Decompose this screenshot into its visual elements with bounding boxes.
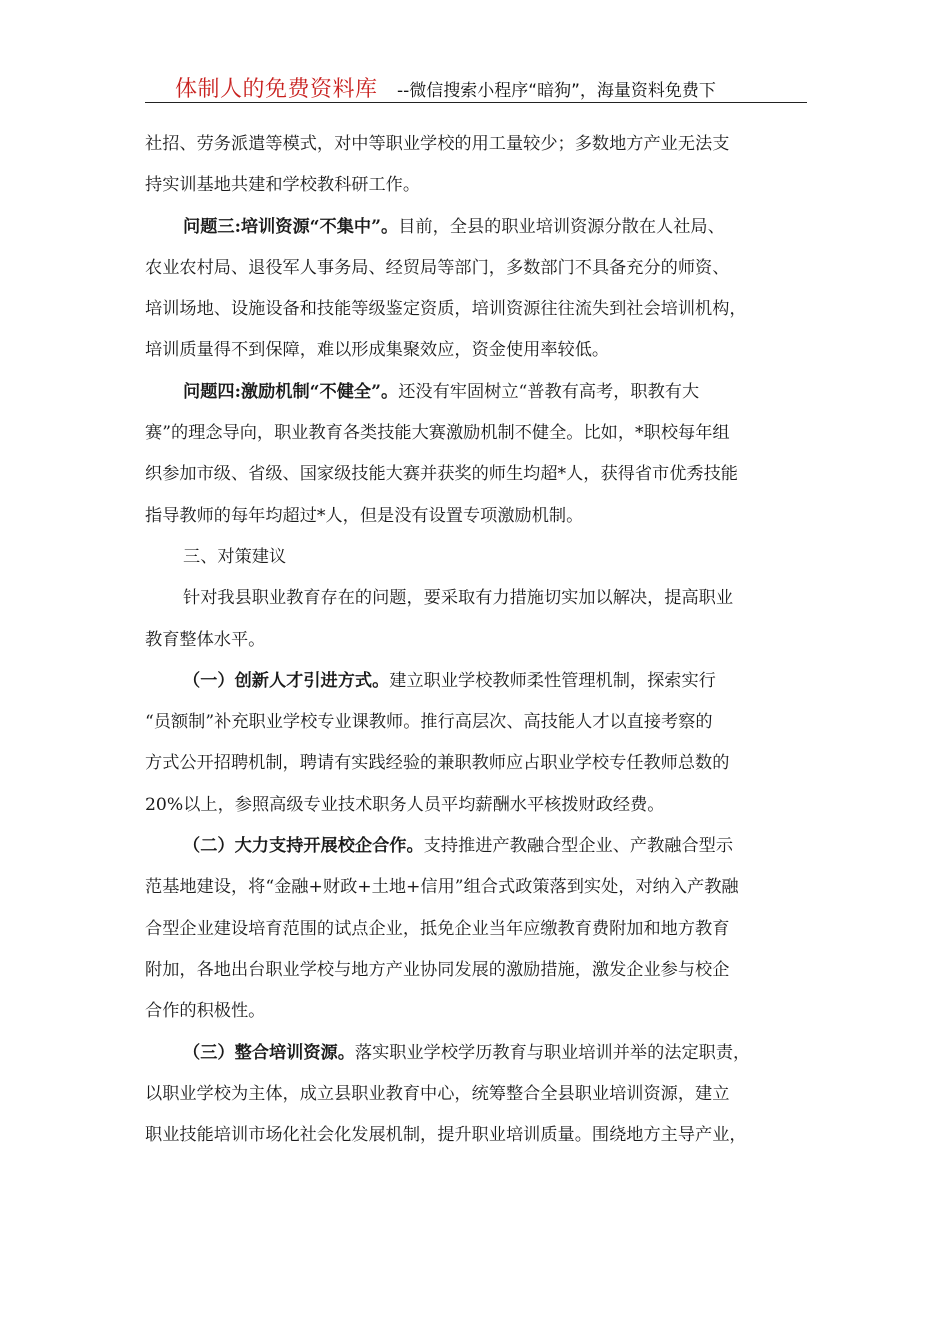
- paragraph-lead: 问题四:激励机制“不健全”。: [183, 381, 399, 402]
- paragraph-line: 合型企业建设培育范围的试点企业，抵免企业当年应缴教育费附加和地方教育: [145, 918, 730, 939]
- paragraph-line: [145, 372, 811, 413]
- paragraph-text: 落实职业学校学历教育与职业培训并举的法定职责，: [354, 1042, 751, 1063]
- paragraph-text: 目前，全县的职业培训资源分散在人社局、: [398, 216, 725, 237]
- paragraph-line: 针对我县职业教育存在的问题，要采取有力措施切实加以解决，提高职业: [183, 588, 734, 609]
- paragraph-line: 赛”的理念导向，职业教育各类技能大赛激励机制不健全。比如，*职校每年组: [145, 423, 730, 444]
- paragraph-line: 教育整体水平。: [145, 629, 266, 650]
- header-tagline: --微信搜索小程序“暗狗”，海量资料免费下: [397, 81, 716, 101]
- paragraph-text: 支持推进产教融合型企业、产教融合型示: [423, 836, 734, 857]
- paragraph-line: 20%以上，参照高级专业技术职务人员平均薪酬水平核拨财政经费。: [145, 794, 665, 815]
- paragraph-line: 社招、劳务派遣等模式，对中等职业学校的用工量较少；多数地方产业无法支: [145, 134, 730, 154]
- section-heading: 三、对策建议: [183, 546, 287, 567]
- paragraph-lead: （一）创新人才引进方式。: [183, 670, 390, 691]
- paragraph-line: [145, 826, 811, 867]
- document-body: [145, 124, 811, 1156]
- paragraph-line: 培训场地、设施设备和技能等级鉴定资质，培训资源往往流失到社会培训机构，: [145, 299, 747, 320]
- page-header: [145, 70, 807, 103]
- paragraph-line: 农业农村局、退役军人事务局、经贸局等部门，多数部门不具备充分的师资、: [145, 257, 730, 278]
- paragraph-text: 建立职业学校教师柔性管理机制，探索实行: [389, 670, 716, 691]
- paragraph-lead: 问题三:培训资源“不集中”。: [183, 216, 399, 237]
- paragraph-line: 范基地建设，将“金融+财政+土地+信用”组合式政策落到实处，对纳入产教融: [145, 877, 739, 898]
- paragraph-line: [145, 1033, 811, 1074]
- paragraph-lead: （二）大力支持开展校企合作。: [183, 836, 424, 857]
- paragraph-line: 培训质量得不到保障，难以形成集聚效应，资金使用率较低。: [145, 340, 610, 361]
- paragraph-line: “员额制”补充职业学校专业课教师。推行高层次、高技能人才以直接考察的: [145, 712, 713, 733]
- paragraph-line: 指导教师的每年均超过*人，但是没有设置专项激励机制。: [145, 505, 584, 526]
- paragraph-line: 附加，各地出台职业学校与地方产业协同发展的激励措施，激发企业参与校企: [145, 959, 730, 980]
- paragraph-line: 以职业学校为主体，成立县职业教育中心，统筹整合全县职业培训资源，建立: [145, 1083, 730, 1104]
- paragraph-line: 织参加市级、省级、国家级技能大赛并获奖的师生均超*人，获得省市优秀技能: [145, 464, 738, 485]
- paragraph-line: 合作的积极性。: [145, 1001, 266, 1022]
- paragraph-line: [145, 207, 811, 248]
- brand-title: 体制人的免费资料库: [175, 77, 378, 102]
- paragraph-text: 还没有牢固树立“普教有高考，职教有大: [398, 381, 700, 402]
- paragraph-lead: （三）整合培训资源。: [183, 1042, 355, 1063]
- paragraph-line: 持实训基地共建和学校教科研工作。: [145, 175, 421, 196]
- paragraph-line: [145, 661, 811, 702]
- paragraph-line: 方式公开招聘机制，聘请有实践经验的兼职教师应占职业学校专任教师总数的: [145, 753, 730, 774]
- paragraph-line: 职业技能培训市场化社会化发展机制，提升职业培训质量。围绕地方主导产业，: [145, 1125, 747, 1146]
